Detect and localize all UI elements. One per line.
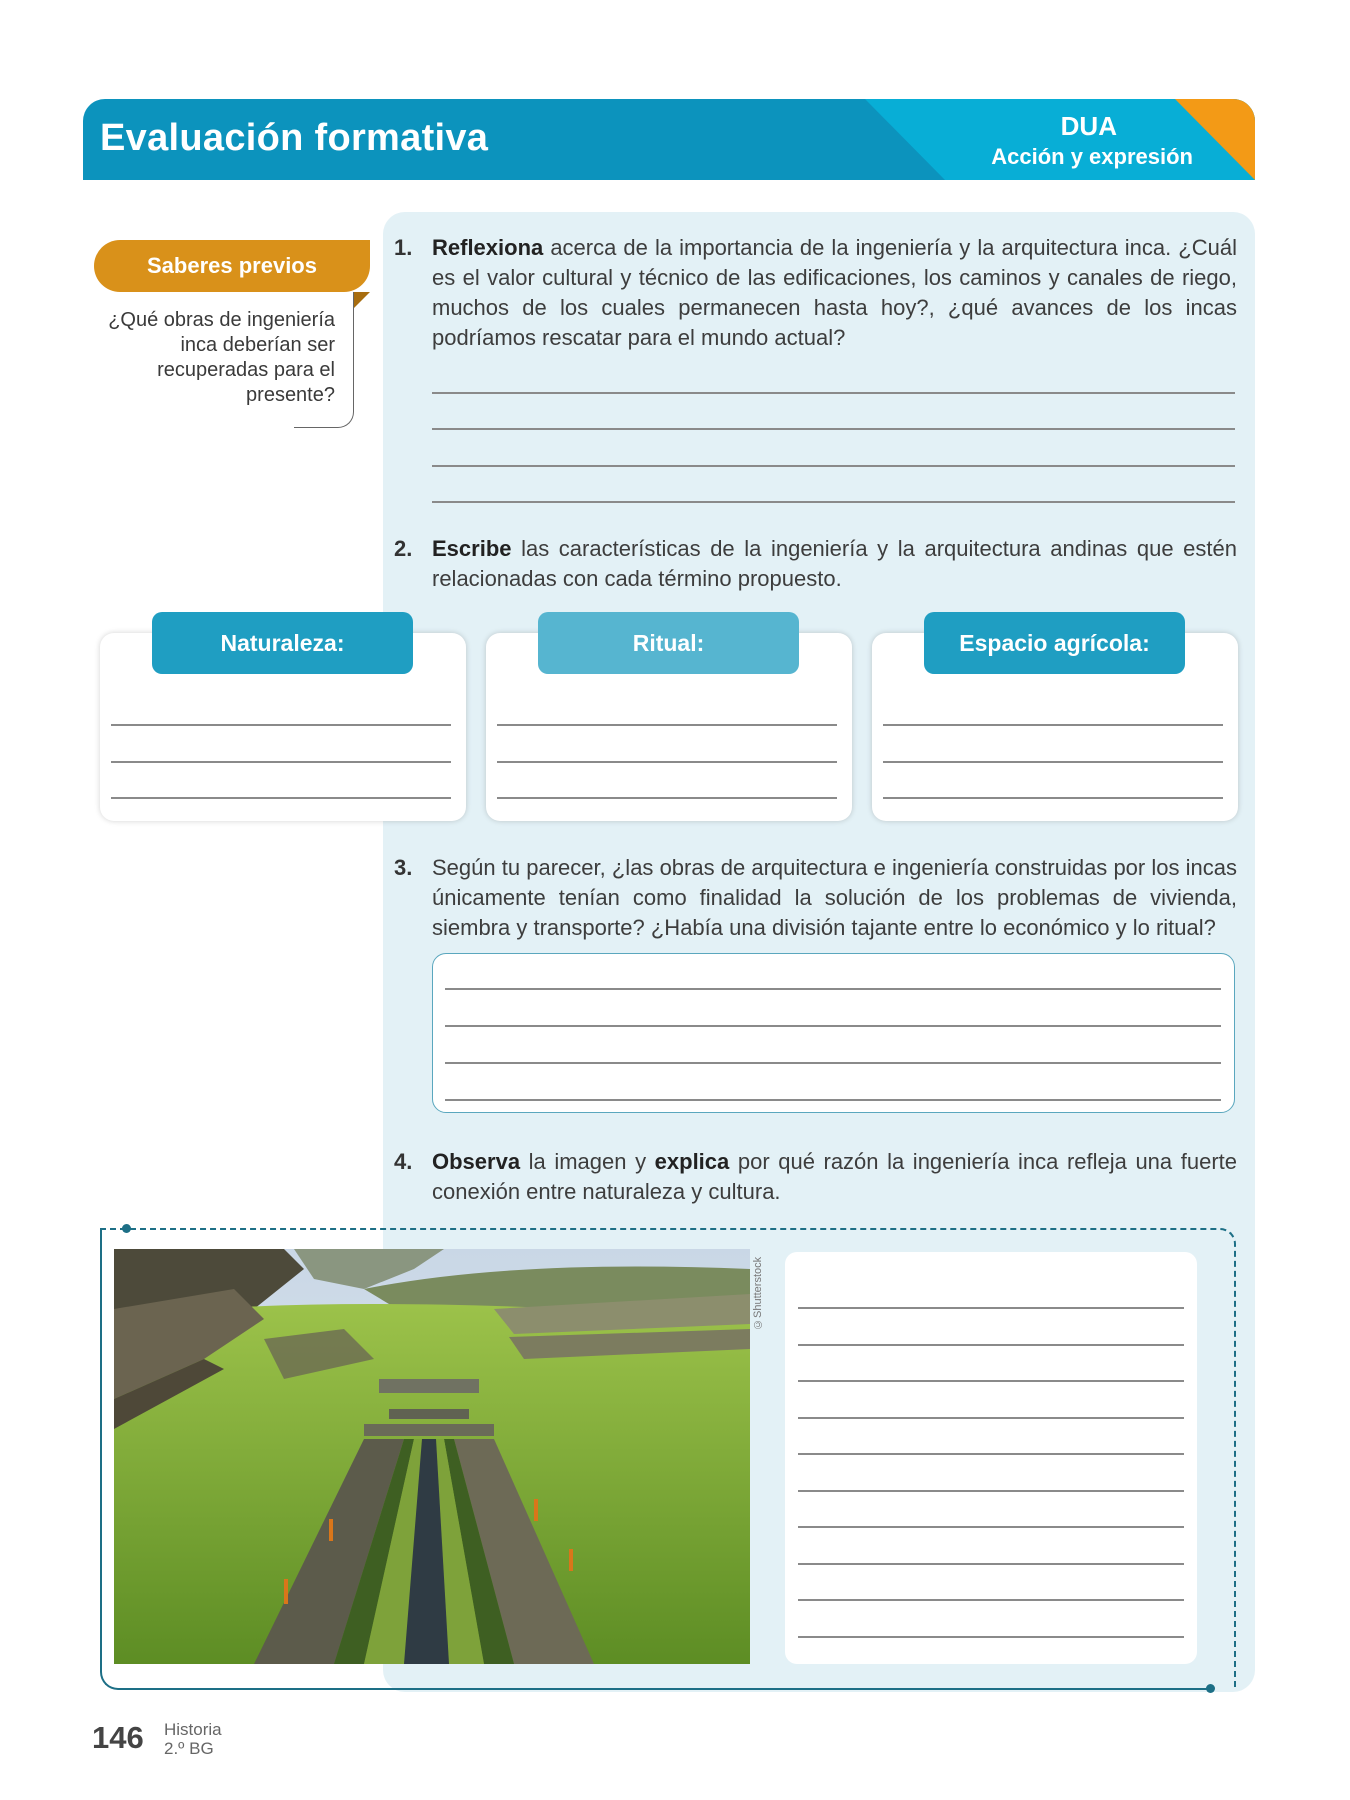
photo-credit: ©Shutterstock (752, 1256, 764, 1330)
question-1 (394, 233, 1237, 353)
frame-dot (1206, 1684, 1215, 1693)
question-3 (394, 853, 1237, 943)
dua-subtitle: Acción y expresión (991, 144, 1193, 169)
answer-line[interactable] (497, 797, 837, 799)
question-keyword: Reflexiona (432, 235, 544, 260)
question-number: 2. (394, 536, 413, 561)
answer-line[interactable] (445, 1099, 1221, 1101)
answer-line[interactable] (798, 1344, 1184, 1346)
term-ritual: Ritual: (538, 612, 799, 674)
question-number: 3. (394, 855, 413, 880)
question-keyword: Observa (432, 1149, 521, 1174)
question-keyword: Escribe (432, 536, 512, 561)
question-text: acerca de la importancia de la ingeniería y la arquitectura inca. ¿Cuál es el valor cultural y técnico de las edificaciones, los caminos y canales de riego, muchos de los cuales permanecen hasta hoy?, ¿qué avances de los incas podríamos rescatar para el mundo actual? (432, 235, 1237, 350)
question-number: 1. (394, 235, 413, 260)
answer-line[interactable] (798, 1453, 1184, 1455)
answer-line[interactable] (111, 761, 451, 763)
term-espacio-agricola: Espacio agrícola: (924, 612, 1185, 674)
answer-box-3[interactable] (432, 953, 1235, 1113)
frame-dot (122, 1224, 131, 1233)
question-2 (394, 534, 1237, 594)
term-naturaleza: Naturaleza: (152, 612, 413, 674)
answer-line[interactable] (798, 1599, 1184, 1601)
answer-line[interactable] (798, 1563, 1184, 1565)
answer-line[interactable] (883, 724, 1223, 726)
answer-line[interactable] (111, 724, 451, 726)
question-text: por qué razón la ingeniería inca refleja una fuerte conexión entre naturaleza y cultura. (432, 1149, 1237, 1204)
question-keyword: explica (654, 1149, 730, 1174)
answer-line[interactable] (432, 465, 1235, 467)
saberes-fold (354, 292, 370, 308)
question-4 (394, 1147, 1237, 1207)
answer-line[interactable] (883, 797, 1223, 799)
question-text: la imagen y (520, 1149, 655, 1174)
dua-title: DUA (1060, 111, 1117, 141)
answer-line[interactable] (798, 1307, 1184, 1309)
answer-line[interactable] (445, 1025, 1221, 1027)
subject-name: Historia (164, 1720, 222, 1739)
answer-line[interactable] (445, 1062, 1221, 1064)
answer-line[interactable] (432, 428, 1235, 430)
answer-line[interactable] (883, 761, 1223, 763)
answer-line[interactable] (798, 1380, 1184, 1382)
question-number: 4. (394, 1149, 413, 1174)
page-title: Evaluación formativa (100, 117, 489, 159)
answer-line[interactable] (798, 1526, 1184, 1528)
answer-line[interactable] (798, 1636, 1184, 1638)
answer-box-4[interactable] (785, 1252, 1197, 1664)
answer-line[interactable] (497, 724, 837, 726)
answer-line[interactable] (798, 1417, 1184, 1419)
saberes-previos-label: Saberes previos (94, 240, 370, 292)
question-text: Según tu parecer, ¿las obras de arquitectura e ingeniería construidas por los incas únicamente tenían como finalidad la solución de los problemas de vivienda, siembra y transporte? ¿Había una división tajante entre lo económico y lo ritual? (432, 855, 1237, 940)
answer-line[interactable] (432, 501, 1235, 503)
answer-line[interactable] (445, 988, 1221, 990)
answer-line[interactable] (432, 392, 1235, 394)
saberes-question: ¿Qué obras de ingeniería inca deberían ser recuperadas para el presente? (108, 309, 335, 406)
photo-illustration (114, 1249, 750, 1664)
question-text: las características de la ingeniería y la arquitectura andinas que estén relacionadas con cada término propuesto. (432, 536, 1237, 591)
subject-label (164, 1720, 222, 1758)
saberes-previos-box (94, 292, 354, 428)
answer-line[interactable] (497, 761, 837, 763)
grade-label: 2.º BG (164, 1739, 214, 1758)
page-number: 146 (92, 1720, 144, 1755)
inca-canal-photo (114, 1249, 750, 1664)
answer-line[interactable] (111, 797, 451, 799)
header-banner (83, 99, 1255, 180)
answer-line[interactable] (798, 1490, 1184, 1492)
